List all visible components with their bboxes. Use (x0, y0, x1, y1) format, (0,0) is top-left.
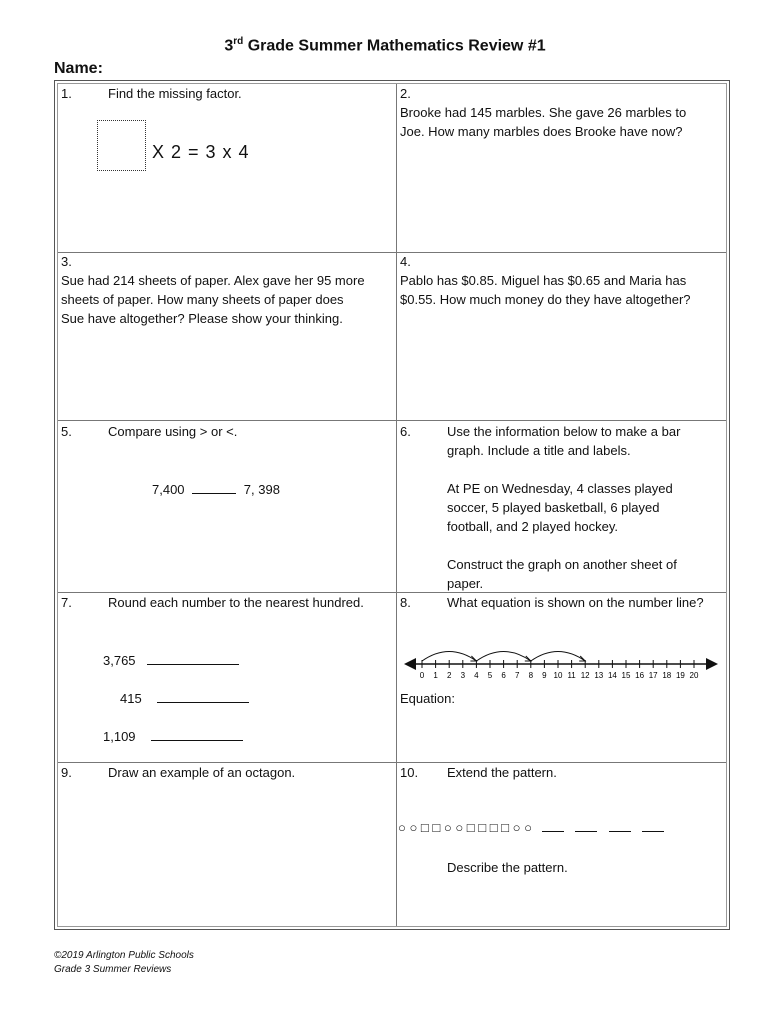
pattern-blank[interactable] (642, 819, 664, 832)
problem-3-line: Sue had 214 sheets of paper. Alex gave her 95 more (61, 273, 365, 288)
problem-5-compare (152, 480, 280, 499)
problem-1-prompt: Find the missing factor. (108, 86, 242, 101)
missing-factor-box[interactable] (97, 120, 146, 171)
pattern-shapes: ○ ○ □ □ ○ ○ □ □ □ □ ○ ○ (398, 820, 532, 835)
problem-6-line: Construct the graph on another sheet of (447, 557, 677, 572)
problem-10-number: 10. (400, 765, 419, 780)
problem-7-number: 7. (61, 595, 72, 610)
number-line-tick-label: 18 (662, 671, 672, 680)
problem-6-line: soccer, 5 played basketball, 6 played (447, 500, 660, 515)
number-line-tick-label: 6 (501, 671, 506, 680)
problem-4-text (400, 271, 691, 309)
number-line-tick-label: 13 (594, 671, 604, 680)
problem-8-prompt: What equation is shown on the number line? (447, 595, 704, 610)
problem-3-line: Sue have altogether? Please show your thinking. (61, 311, 343, 326)
pattern-blank[interactable] (609, 819, 631, 832)
problem-4-line: Pablo has $0.85. Miguel has $0.65 and Maria has (400, 273, 687, 288)
number-line-tick-label: 11 (567, 671, 576, 680)
hop-arrowhead-icon (470, 656, 476, 661)
compare-blank[interactable] (192, 481, 236, 494)
compare-left-value: 7,400 (152, 482, 185, 497)
problem-6-line: football, and 2 played hockey. (447, 519, 619, 534)
hop-arrowhead-icon (579, 656, 585, 661)
problem-5-number: 5. (61, 424, 72, 439)
problem-10-describe: Describe the pattern. (447, 860, 568, 875)
number-line-tick-label: 14 (607, 671, 617, 680)
compare-right-value: 7, 398 (243, 482, 280, 497)
number-line-tick-label: 4 (474, 671, 479, 680)
problem-grid (54, 80, 730, 930)
problem-1-equation: X 2 = 3 x 4 (152, 142, 250, 162)
problem-5-prompt: Compare using > or <. (108, 424, 238, 439)
page-title: 3rd Grade Summer Mathematics Review #1 (224, 36, 546, 55)
number-line-tick-label: 5 (487, 671, 493, 680)
number-line-hop (476, 652, 530, 662)
round-item (103, 727, 243, 746)
problem-4-number: 4. (400, 254, 411, 269)
footer-subtitle: Grade 3 Summer Reviews (54, 964, 172, 975)
number-line-tick-label: 7 (514, 671, 520, 680)
problem-4-line: $0.55. How much money do they have altogether? (400, 292, 691, 307)
number-line-hop (531, 652, 585, 662)
number-line-tick-label: 16 (635, 671, 645, 680)
row-divider (58, 420, 726, 421)
row-divider (58, 252, 726, 253)
number-line-tick-label: 8 (528, 671, 534, 680)
number-line-tick-label: 19 (675, 671, 685, 680)
number-line-tick-label: 17 (648, 671, 658, 680)
problem-9-prompt: Draw an example of an octagon. (108, 765, 296, 780)
round-item (103, 651, 239, 670)
number-line-hop (422, 652, 476, 662)
number-line-tick-label: 3 (460, 671, 466, 680)
problem-2-number: 2. (400, 86, 411, 101)
round-value: 3,765 (103, 653, 136, 668)
problem-6-line: paper. (447, 576, 484, 591)
left-arrow-icon (404, 658, 416, 670)
problem-2-text (400, 103, 686, 141)
round-value: 415 (120, 691, 142, 706)
pattern-blank[interactable] (542, 819, 564, 832)
number-line-tick-label: 20 (689, 671, 699, 680)
equation-label: Equation: (400, 691, 455, 706)
problem-6-line: Use the information below to make a bar (447, 424, 681, 439)
number-line-tick-label: 10 (553, 671, 563, 680)
grid-inner-border (57, 83, 727, 927)
problem-3-line: sheets of paper. How many sheets of paper does (61, 292, 344, 307)
problem-6-line: graph. Include a title and labels. (447, 443, 631, 458)
problem-3-text (61, 271, 365, 328)
round-item (120, 689, 249, 708)
number-line-tick-label: 12 (580, 671, 590, 680)
pattern-blank[interactable] (575, 819, 597, 832)
problem-6-line: At PE on Wednesday, 4 classes played (447, 481, 673, 496)
number-line-tick-label: 1 (433, 671, 438, 680)
number-line-tick-label: 15 (621, 671, 631, 680)
round-answer-blank[interactable] (151, 728, 243, 741)
problem-9-number: 9. (61, 765, 72, 780)
pattern-row (398, 819, 664, 835)
round-answer-blank[interactable] (157, 690, 249, 703)
number-line-diagram (400, 632, 722, 682)
right-arrow-icon (706, 658, 718, 670)
problem-1-number: 1. (61, 86, 72, 101)
number-line-tick-label: 0 (419, 671, 425, 680)
problem-6-number: 6. (400, 424, 411, 439)
round-answer-blank[interactable] (147, 652, 239, 665)
round-value: 1,109 (103, 729, 136, 744)
problem-7-prompt: Round each number to the nearest hundred. (108, 595, 364, 610)
number-line-tick-label: 2 (446, 671, 452, 680)
problem-6-text (447, 422, 680, 593)
problem-8-number: 8. (400, 595, 411, 610)
footer-copyright: ©2019 Arlington Public Schools (54, 950, 194, 961)
problem-10-prompt: Extend the pattern. (447, 765, 557, 780)
name-label: Name: (54, 60, 103, 77)
number-line-tick-label: 9 (542, 671, 547, 680)
problem-2-line: Brooke had 145 marbles. She gave 26 marbles to (400, 105, 687, 120)
column-divider (396, 84, 397, 926)
problem-2-line: Joe. How many marbles does Brooke have now? (400, 124, 683, 139)
hop-arrowhead-icon (525, 656, 531, 661)
problem-3-number: 3. (61, 254, 72, 269)
